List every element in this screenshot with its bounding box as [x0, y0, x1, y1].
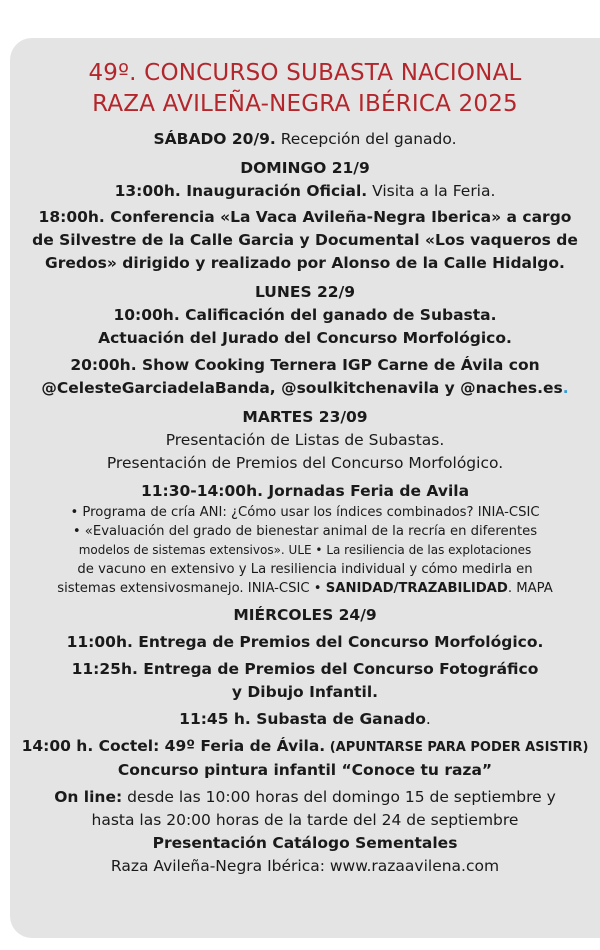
domingo-event-2-line-1: 18:00h. Conferencia «La Vaca Avileña-Negra Iberica» a cargo	[38, 208, 572, 226]
lunes-event-2-line-1: 20:00h. Show Cooking Ternera IGP Carne de Ávila con	[70, 356, 540, 374]
online-line-2: hasta las 20:00 horas de la tarde del 24 de septiembre	[91, 811, 519, 829]
title-line-2: RAZA AVILEÑA-NEGRA IBÉRICA 2025	[92, 91, 518, 117]
martes-sanidad: SANIDAD/TRAZABILIDAD	[325, 581, 508, 596]
martes-line-1: Presentación de Listas de Subastas.	[165, 431, 445, 449]
online-line-1	[10, 786, 600, 809]
miercoles-event-3-bold: 11:45 h. Subasta de Ganado	[179, 710, 426, 728]
sabado-day: SÁBADO 20/9.	[153, 130, 276, 148]
miercoles-event-4	[10, 735, 600, 759]
miercoles-event-2-line-2: y Dibujo Infantil.	[231, 683, 379, 701]
lunes-event-1-line-1: 10:00h. Calificación del ganado de Subasta.	[113, 306, 497, 324]
online-text-1: desde las 10:00 horas del domingo 15 de septiembre y	[122, 788, 556, 806]
miercoles-concurso-pintura: Concurso pintura infantil “Conoce tu raza”	[117, 761, 493, 779]
martes-program-line-5-c: . MAPA	[507, 581, 553, 596]
title-line-1: 49º. CONCURSO SUBASTA NACIONAL	[88, 60, 522, 86]
sabado-line	[10, 128, 600, 151]
martes-program-line-4: de vacuno en extensivo y La resiliencia individual y cómo medirla en	[77, 562, 533, 577]
online-label: On line:	[54, 788, 123, 806]
miercoles-event-3	[10, 708, 600, 731]
miercoles-event-3-text: .	[425, 710, 431, 728]
domingo-event-2-line-3: Gredos» dirigido y realizado por Alonso de la Calle Hidalgo.	[45, 254, 565, 272]
martes-line-2: Presentación de Premios del Concurso Morfológico.	[106, 454, 504, 472]
martes-program-line-3: modelos de sistemas extensivos». ULE • La resiliencia de las explotaciones	[78, 543, 532, 557]
miercoles-heading: MIÉRCOLES 24/9	[233, 606, 377, 624]
footer-website: Raza Avileña-Negra Ibérica: www.razaavilena.com	[110, 857, 500, 875]
program-content	[10, 38, 600, 878]
lunes-event-2-line-2	[10, 377, 600, 400]
page-title	[10, 58, 600, 120]
domingo-heading: DOMINGO 21/9	[240, 159, 370, 177]
miercoles-event-1: 11:00h. Entrega de Premios del Concurso Morfológico.	[66, 633, 544, 651]
lunes-event-1-line-2: Actuación del Jurado del Concurso Morfológico.	[98, 329, 512, 347]
martes-jornadas: 11:30-14:00h. Jornadas Feria de Avila	[140, 482, 470, 500]
domingo-event-1-text: Visita a la Feria.	[367, 182, 496, 200]
martes-program-line-5-a: sistemas extensivosmanejo. INIA-CSIC •	[57, 581, 326, 596]
domingo-event-1	[10, 180, 600, 203]
catalogo-title: Presentación Catálogo Sementales	[152, 834, 458, 852]
miercoles-event-2-line-1: 11:25h. Entrega de Premios del Concurso Fotográfico	[71, 660, 539, 678]
martes-heading: MARTES 23/09	[242, 408, 368, 426]
lunes-heading: LUNES 22/9	[254, 283, 356, 301]
sabado-text: Recepción del ganado.	[275, 130, 457, 148]
domingo-event-1-time: 13:00h. Inauguración Oficial.	[114, 182, 368, 200]
martes-program-line-5	[10, 579, 600, 598]
martes-program-line-1: • Programa de cría ANI: ¿Cómo usar los índices combinados? INIA-CSIC	[70, 505, 540, 520]
miercoles-coctel-note: (APUNTARSE PARA PODER ASISTIR)	[325, 740, 589, 755]
lunes-event-2-dot: .	[562, 379, 569, 397]
miercoles-coctel: 14:00 h. Coctel: 49º Feria de Ávila.	[21, 737, 326, 755]
lunes-event-2-handles: @CelesteGarciadelaBanda, @soulkitchenavila y @naches.es	[41, 379, 563, 397]
domingo-event-2-line-2: de Silvestre de la Calle Garcia y Documental «Los vaqueros de	[32, 231, 578, 249]
martes-program-line-2: • «Evaluación del grado de bienestar animal de la recría en diferentes	[72, 524, 538, 539]
